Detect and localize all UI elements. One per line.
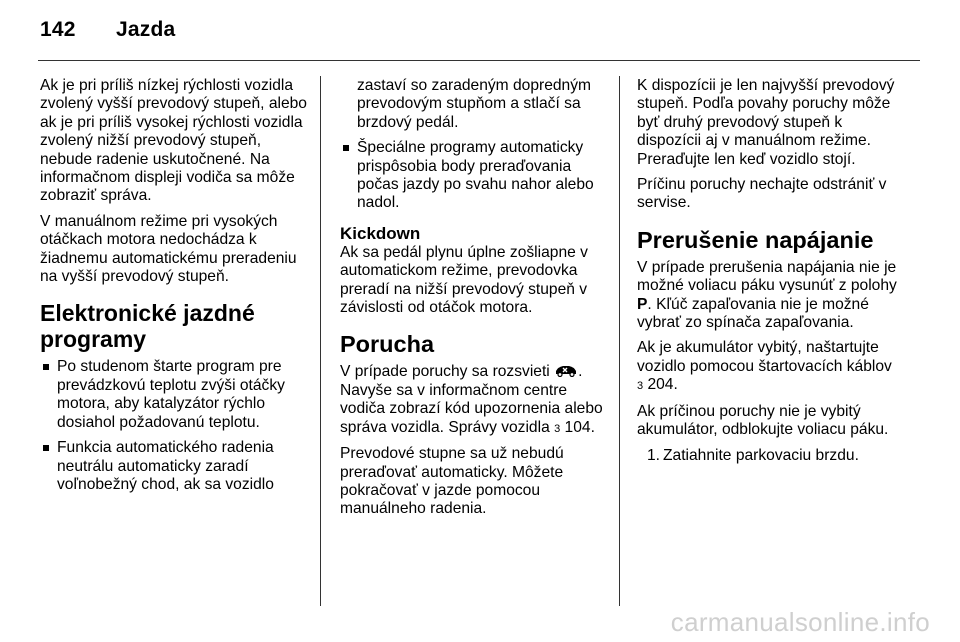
section-heading: Prerušenie napájanie (637, 226, 874, 253)
bullet-icon (343, 145, 349, 151)
column-divider-1 (320, 76, 321, 606)
page-reference: 204. (643, 376, 678, 394)
list-item-text: Po studenom štarte program pre prevádzkovú teplotu zvýši otáčky motora, aby katalyzátor rýchlo dosiahol požadovanú teplotu. (57, 358, 285, 431)
gear-position-label: P (637, 295, 648, 313)
text-span: Ak je akumulátor vybitý, naštartujte vozidlo pomocou štartovacích káblov (637, 339, 892, 375)
subsection-heading: Kickdown (340, 223, 421, 243)
paragraph: Ak príčinou poruchy nie je vybitý akumulátor, odblokujte voliacu páku. (637, 402, 889, 439)
numbered-step (637, 447, 905, 465)
paragraph: Príčinu poruchy nechajte odstrániť v servise. (637, 176, 887, 212)
text-span: V prípade poruchy sa rozsvieti (340, 363, 550, 381)
section-heading: Porucha (340, 331, 435, 358)
page-reference-arrow-icon: 3 (637, 380, 644, 393)
page-number: 142 (40, 18, 76, 41)
section-title: Jazda (116, 18, 176, 41)
list-item-text: zastaví so zaradeným dopredným prevodovým stupňom a stlačí sa brzdový pedál. (357, 77, 592, 131)
list-item (40, 439, 308, 494)
page-header (40, 18, 175, 42)
column-3 (637, 77, 905, 465)
bullet-icon (43, 445, 49, 451)
column-2 (340, 77, 606, 526)
paragraph: Ak sa pedál plynu úplne zošliapne v automatickom režime, prevodovka preradí na nižší prevodový stupeň v závislosti od otáčok motora. (340, 243, 588, 317)
text-span: . Kľúč zapaľovania nie je možné vybrať zo spínača zapaľovania. (637, 295, 869, 332)
step-text: Zatiahnite parkovaciu brzdu. (663, 446, 859, 464)
paragraph: Prevodové stupne sa už nebudú preraďovať automaticky. Môžete pokračovať v jazde pomocou manuálneho radenia. (340, 445, 564, 518)
page-reference: 104. (560, 418, 595, 436)
text-span: . Navyše sa v informačnom centre vodiča zobrazí kód upozornenia alebo správa vozidla. Správy vozidla (340, 363, 603, 436)
paragraph (637, 339, 905, 395)
text-span: V prípade prerušenia napájania nie je možné voliacu páku vysunúť z polohy (637, 258, 897, 295)
column-1 (40, 77, 308, 501)
step-number: 1. (647, 446, 661, 464)
transmission-warning-icon (554, 363, 578, 377)
paragraph: V manuálnom režime pri vysokých otáčkach motora nedochádza k žiadnemu automatickému preradeniu na vyšší prevodový stupeň. (40, 212, 297, 286)
paragraph: Ak je pri príliš nízkej rýchlosti vozidla zvolený vyšší prevodový stupeň, alebo ak je pri príliš vysokej rýchlosti vozidla zvolený nižší prevodový stupeň, nebude radenie uskutočnené. Na informačnom displeji vodiča sa môže zobraziť správa. (40, 77, 307, 205)
watermark: carmanualsonline.info (670, 607, 930, 637)
list-item-text: Špeciálne programy automaticky prispôsobia body preraďovania počas jazdy po svahu nahor alebo nadol. (357, 139, 594, 212)
paragraph: K dispozícii je len najvyšší prevodový stupeň. Podľa povahy poruchy môže byť druhý prevodový stupeň k dispozícii aj v manuálnom režime. Preraďujte len keď vozidlo stojí. (637, 77, 895, 168)
section-heading: Elektronické jazdné programy (40, 300, 255, 353)
column-divider-2 (619, 76, 620, 606)
paragraph (637, 259, 905, 333)
list-item (40, 358, 308, 432)
list-item-continued (340, 77, 606, 132)
paragraph (340, 363, 606, 438)
bullet-icon (43, 364, 49, 370)
list-item (340, 139, 606, 213)
header-rule (38, 60, 920, 61)
list-item-text: Funkcia automatického radenia neutrálu automaticky zaradí voľnobežný chod, ak sa vozidlo (57, 439, 274, 493)
page-reference-arrow-icon: 3 (554, 422, 561, 435)
